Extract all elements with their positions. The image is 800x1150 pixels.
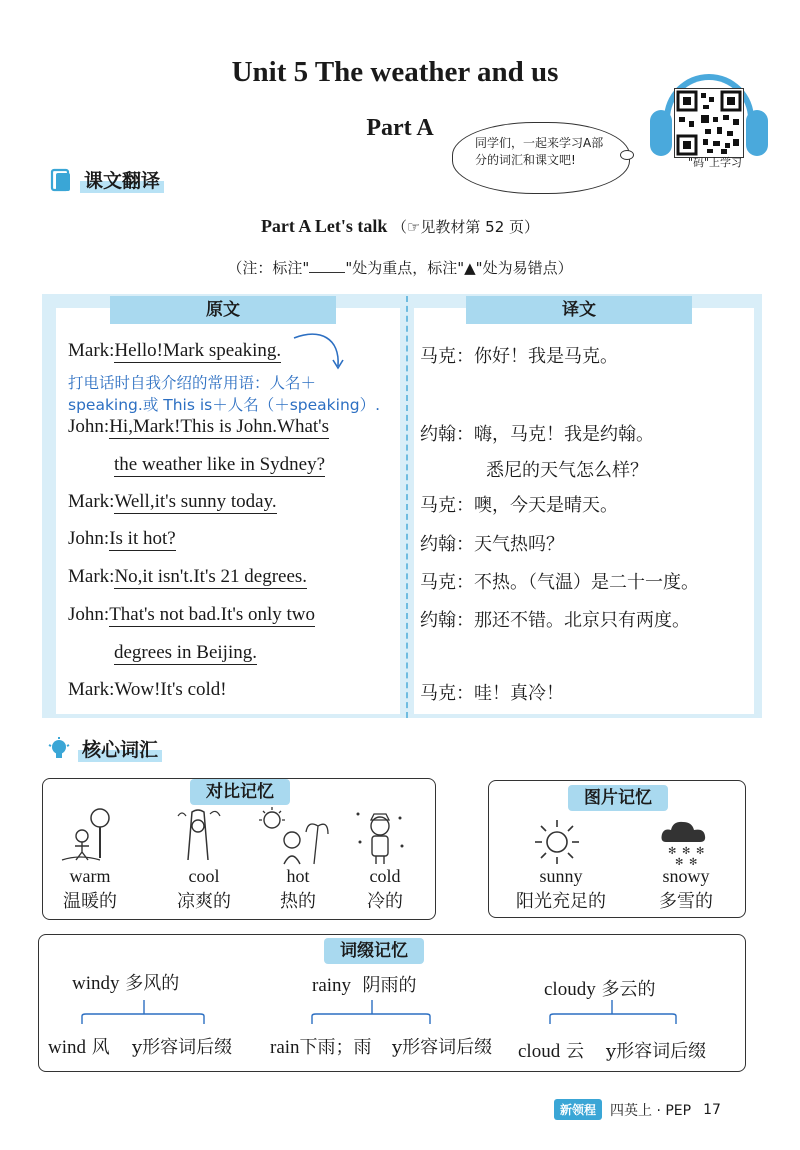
svg-text:✻: ✻ [696, 846, 705, 857]
note-after: "处为重点，标注"▲"处为易错点） [345, 259, 573, 277]
textbook-ref: （☞见教材第 52 页） [391, 218, 540, 236]
textbook-ref-text: 见教材第 52 页 [420, 218, 525, 236]
svg-text:✻: ✻ [689, 857, 698, 866]
suffix-word: windy 多风的 [72, 973, 180, 994]
suffix-label: y形容词后缀 [132, 1037, 233, 1058]
vocab-item: cool 凉爽的 [177, 866, 231, 912]
warm-picture-icon [60, 808, 118, 862]
qr-caption: "码"上学习 [687, 156, 743, 169]
qr-code-icon[interactable] [674, 88, 744, 158]
handwritten-note-line2: speaking.或 This is＋人名（＋speaking）. [68, 396, 381, 414]
underline-mark [309, 259, 345, 273]
contrast-memory-title: 对比记忆 [190, 779, 290, 805]
dialogue-line-cn: 马克：噢，今天是晴天。 [420, 495, 618, 516]
part-title: Part A [366, 115, 434, 141]
page-number: 17 [703, 1101, 721, 1118]
svg-text:✻: ✻ [668, 846, 677, 857]
cool-picture-icon [168, 806, 226, 864]
vocab-item: cold 冷的 [367, 866, 403, 912]
handwritten-note-line1: 打电话时自我介绍的常用语：人名＋ [68, 374, 317, 392]
talk-title-text: Part A Let's talk [260, 216, 388, 236]
annotation-arrow-icon [290, 330, 350, 376]
bubble-tail [620, 150, 634, 160]
vocab-item: sunny 阳光充足的 [516, 866, 606, 912]
dialogue-line-en: John:Hi,Mark!This is John.What's [68, 416, 329, 437]
svg-text:✻: ✻ [682, 846, 691, 857]
dialogue-line-en: John:Is it hot? [68, 528, 176, 549]
suffix-root: rain下雨；雨 [270, 1037, 372, 1058]
vocab-item: snowy 多雪的 [659, 866, 713, 912]
suffix-word: cloudy 多云的 [544, 979, 656, 1000]
dialogue-line-cn: 马克：哇！真冷！ [420, 683, 564, 704]
picture-memory-title: 图片记忆 [568, 785, 668, 811]
snow-cloud-icon [658, 818, 710, 866]
dialogue-line-en: Mark:No,it isn't.It's 21 degrees. [68, 566, 308, 587]
page-footer [554, 1099, 721, 1120]
svg-text:✻: ✻ [675, 857, 684, 866]
section-heading-translation: 课文翻译 [48, 166, 164, 193]
dialogue-line-cn: 约翰：嗨，马克！我是约翰。 [420, 424, 654, 445]
original-header: 原文 [110, 296, 336, 324]
headphone-right-ear [746, 110, 768, 156]
suffix-word: rainy 阴雨的 [312, 975, 417, 996]
dialogue-line-en: the weather like in Sydney? [114, 454, 326, 475]
dialogue-line-en: Mark:Well,it's sunny today. [68, 491, 277, 512]
suffix-root: wind 风 [48, 1037, 110, 1058]
dialogue-line-en: John:That's not bad.It's only two [68, 604, 315, 625]
dialogue-line-cn: 马克：你好！我是马克。 [420, 346, 618, 367]
dialogue-line-en: Mark:Hello!Mark speaking. [68, 340, 282, 361]
brand-badge: 新领程 [554, 1099, 602, 1120]
qr-headphones [650, 74, 768, 178]
unit-title: Unit 5 The weather and us [231, 56, 559, 88]
translation-header: 译文 [466, 296, 692, 324]
vocab-item: warm 温暖的 [63, 866, 117, 912]
cold-picture-icon [352, 806, 408, 866]
book-icon [48, 167, 74, 193]
annotation-note [0, 257, 800, 278]
section-heading-vocabulary: 核心词汇 [46, 735, 162, 762]
vocab-item: hot 热的 [280, 866, 316, 912]
dialogue-line-cn: 悉尼的天气怎么样？ [486, 460, 648, 481]
suffix-label: y形容词后缀 [392, 1037, 493, 1058]
suffix-root: cloud 云 [518, 1041, 584, 1062]
book-label: 四英上 · PEP [610, 1102, 692, 1119]
bubble-text: 同学们，一起来学习A部分的词汇和课文吧! [475, 136, 604, 167]
talk-title [0, 216, 800, 237]
dialogue-line-en: degrees in Beijing. [114, 642, 257, 663]
note-before: （注：标注" [227, 259, 310, 277]
dialogue-line-en: Mark:Wow!It's cold! [68, 679, 227, 700]
suffix-memory-title: 词缀记忆 [324, 938, 424, 964]
hot-picture-icon [258, 806, 330, 866]
lightbulb-icon [46, 736, 72, 762]
column-divider [406, 296, 408, 718]
headphone-left-ear [650, 110, 672, 156]
speech-bubble [452, 122, 630, 194]
sun-icon [532, 818, 582, 866]
dialogue-line-cn: 约翰：那还不错。北京只有两度。 [420, 610, 690, 631]
hand-point-icon: ☞ [406, 218, 421, 236]
dialogue-line-cn: 马克：不热。（气温）是二十一度。 [420, 572, 699, 593]
suffix-label: y形容词后缀 [606, 1041, 707, 1062]
dialogue-line-cn: 约翰：天气热吗？ [420, 534, 564, 555]
